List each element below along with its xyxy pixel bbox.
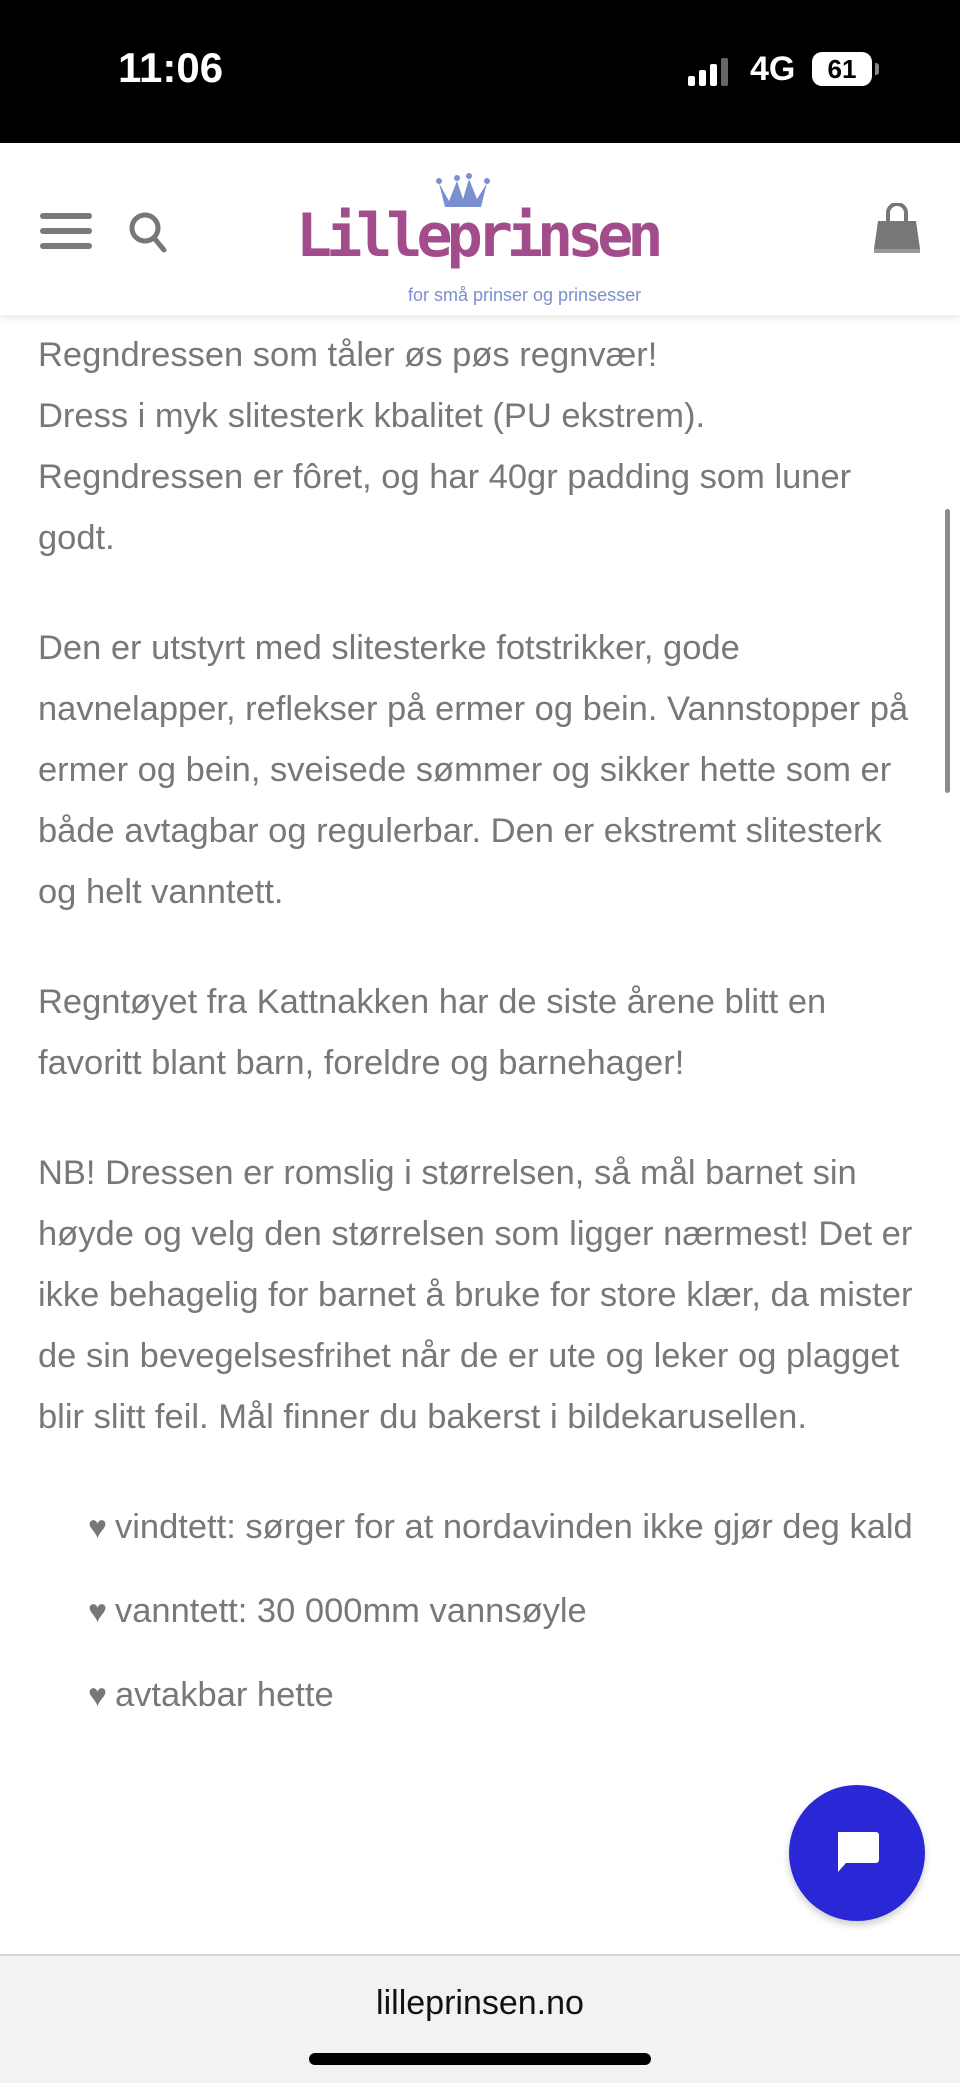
feature-text: avtakbar hette [115,1676,334,1714]
feature-item [88,1581,928,1642]
network-label: 4G [750,50,796,88]
description-paragraph: NB! Dressen er romslig i størrelsen, så mål barnet sin høyde og velg den størrelsen som ligger nærmest! Det er ikke behagelig for barnet å bruke for store klær, da mister de sin bevegelsesfrihet når de er ute og leker og plagget blir slitt feil. Mål finner du bakerst i bildekarusellen. [38,1154,913,1436]
home-indicator [309,2053,651,2065]
url-label[interactable]: lilleprinsen.no [376,1984,584,2022]
product-description [38,325,928,1749]
feature-item [88,1497,928,1558]
heart-icon: ♥ [88,1593,107,1629]
heart-icon: ♥ [88,1677,107,1713]
site-logo[interactable] [290,173,670,305]
shopping-bag-icon[interactable] [872,203,922,255]
description-paragraph: Regndressen som tåler øs pøs regnvær! Dress i myk slitesterk kbalitet (PU ekstrem). Regndressen er fôret, og har 40gr padding som luner godt. [38,336,852,557]
logo-tagline: for små prinser og prinsesser [408,285,642,305]
menu-icon[interactable] [40,213,92,249]
logo-title: Lilleprinsen [296,201,658,271]
status-bar [0,0,960,143]
heart-icon: ♥ [88,1509,107,1545]
battery-tip [875,63,879,75]
chat-icon [832,1828,882,1878]
description-paragraph: Regntøyet fra Kattnakken har de siste årene blitt en favoritt blant barn, foreldre og barnehager! [38,983,827,1082]
signal-icon [688,58,728,86]
feature-list [38,1497,928,1726]
battery-icon: 61 [812,52,872,86]
search-icon[interactable] [128,210,168,254]
scrollbar[interactable] [945,509,950,793]
site-header [0,143,960,315]
status-time: 11:06 [118,44,224,91]
feature-item [88,1665,928,1726]
feature-text: vanntett: 30 000mm vannsøyle [115,1592,587,1630]
feature-text: vindtett: sørger for at nordavinden ikke gjør deg kald [115,1508,913,1546]
chat-button[interactable] [789,1785,925,1921]
description-paragraph: Den er utstyrt med slitesterke fotstrikker, gode navnelapper, reflekser på ermer og bein. Vannstopper på ermer og bein, sveisede sømmer og sikker hette som er både avtagbar og regulerbar. Den er ekstremt slitesterk og helt vanntett. [38,629,909,911]
browser-address-bar[interactable] [0,1954,960,2083]
